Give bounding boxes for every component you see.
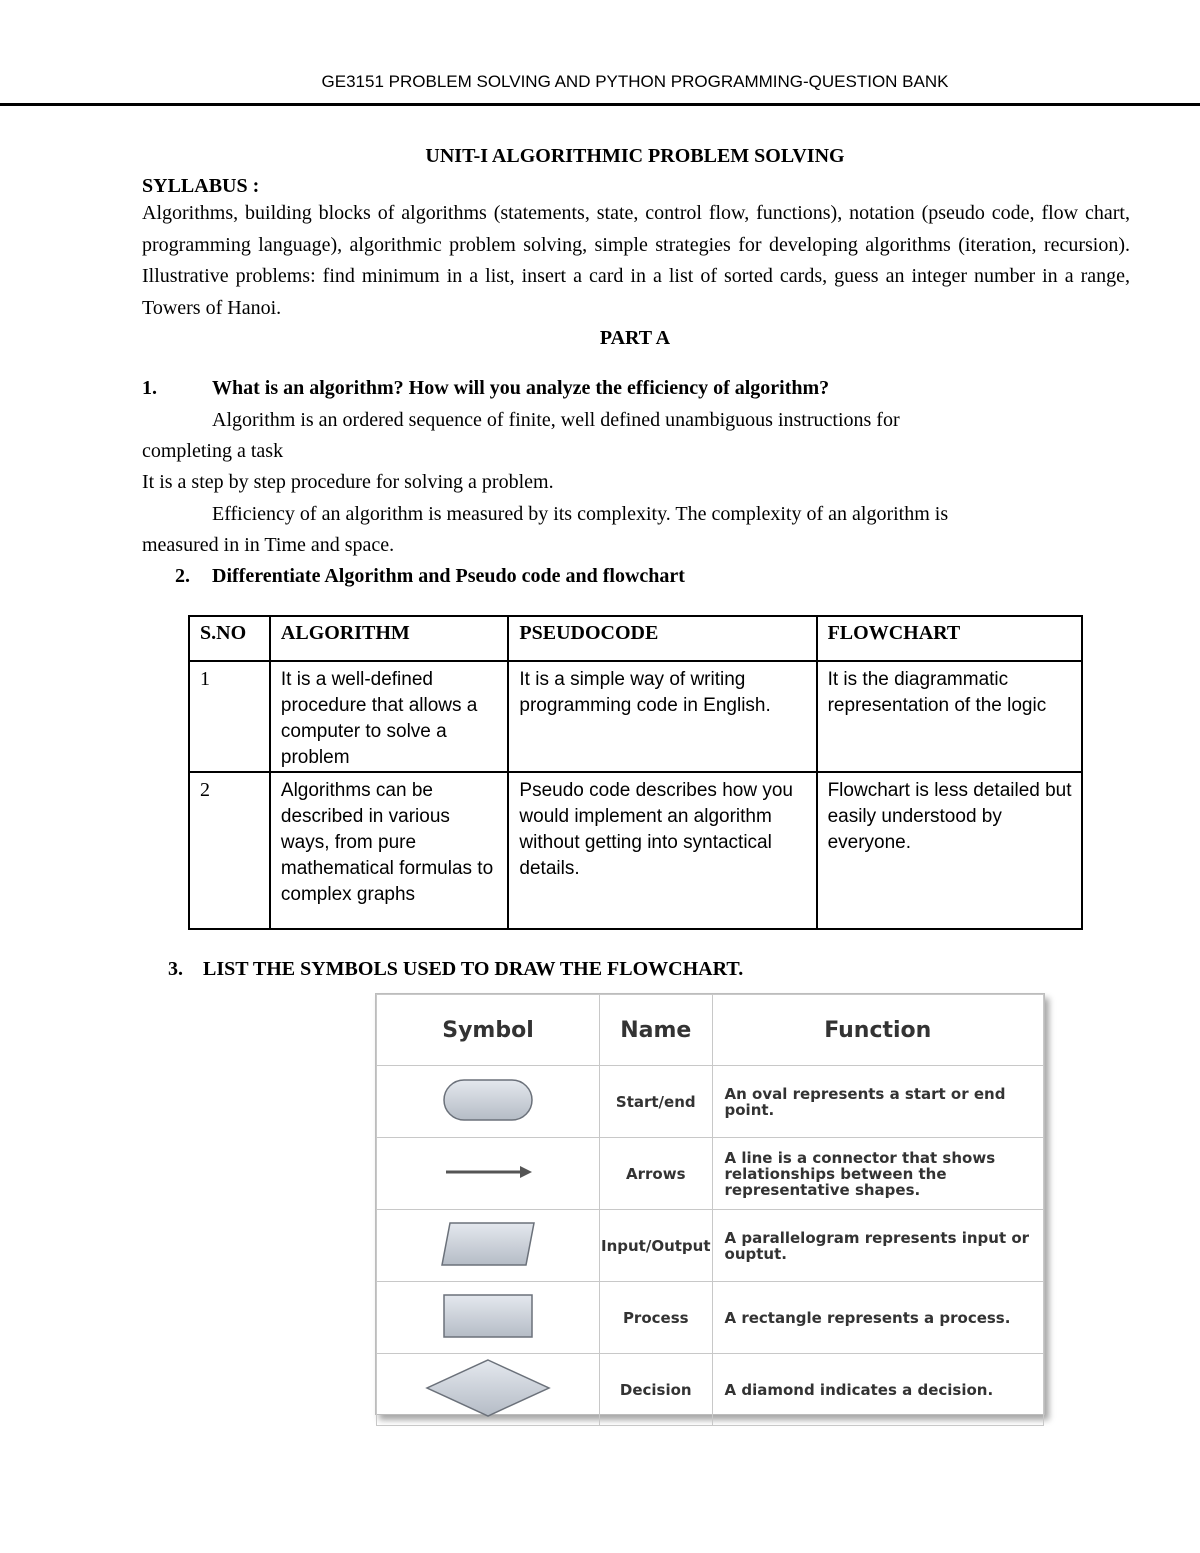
symbol-name: Start/end	[600, 1066, 713, 1138]
oval-symbol-icon	[377, 1066, 600, 1138]
answer-1-line-5: measured in in Time and space.	[142, 534, 395, 556]
cell-pseudocode: It is a simple way of writing programming code in English.	[508, 661, 816, 772]
question-3-number: 3.	[168, 958, 183, 980]
symbol-name: Decision	[600, 1354, 713, 1426]
answer-1-line-2: completing a task	[142, 440, 284, 462]
diamond-symbol-icon	[377, 1354, 600, 1426]
arrow-symbol-icon	[377, 1138, 600, 1210]
symbol-row	[377, 1210, 1044, 1282]
header-algorithm: ALGORITHM	[270, 616, 509, 661]
symbol-name: Arrows	[600, 1138, 713, 1210]
cell-algorithm: It is a well-defined procedure that allows a computer to solve a problem	[270, 661, 509, 772]
table-row	[189, 661, 1082, 772]
parallelogram-symbol-icon	[377, 1210, 600, 1282]
header-sno: S.NO	[189, 616, 270, 661]
header-pseudocode: PSEUDOCODE	[508, 616, 816, 661]
question-1-number: 1.	[142, 377, 157, 399]
page-header: GE3151 PROBLEM SOLVING AND PYTHON PROGRAMMING-QUESTION BANK	[321, 72, 949, 91]
question-1-text: What is an algorithm? How will you analyze the efficiency of algorithm?	[212, 377, 830, 399]
question-2-number: 2.	[175, 565, 190, 587]
cell-sno: 2	[189, 772, 270, 929]
unit-title: UNIT-I ALGORITHMIC PROBLEM SOLVING	[425, 145, 845, 167]
answer-1-line-4: Efficiency of an algorithm is measured by its complexity. The complexity of an algorithm is	[212, 503, 949, 525]
symbol-name: Process	[600, 1282, 713, 1354]
symbol-function: A diamond indicates a decision.	[712, 1354, 1043, 1426]
rectangle-symbol-icon	[377, 1282, 600, 1354]
part-heading: PART A	[599, 327, 671, 349]
symbol-name: Input/Output	[600, 1210, 713, 1282]
syllabus-heading: SYLLABUS :	[142, 175, 260, 197]
symbols-table	[376, 994, 1044, 1426]
symbol-row	[377, 1354, 1044, 1426]
comparison-table	[188, 615, 1083, 930]
header-name: Name	[600, 995, 713, 1066]
symbol-function: An oval represents a start or end point.	[712, 1066, 1043, 1138]
symbol-function: A line is a connector that shows relationships between the representative shapes.	[712, 1138, 1043, 1210]
question-2-text: Differentiate Algorithm and Pseudo code and flowchart	[212, 565, 685, 587]
symbols-header-row	[377, 995, 1044, 1066]
comparison-header-row	[189, 616, 1082, 661]
header-symbol: Symbol	[377, 995, 600, 1066]
answer-1-line-3: It is a step by step procedure for solving a problem.	[142, 471, 554, 493]
symbol-row	[377, 1282, 1044, 1354]
answer-1-line-1: Algorithm is an ordered sequence of finite, well defined unambiguous instructions for	[212, 409, 900, 431]
header-function: Function	[712, 995, 1043, 1066]
question-3-text: LIST THE SYMBOLS USED TO DRAW THE FLOWCHART.	[203, 958, 744, 980]
syllabus-body: Algorithms, building blocks of algorithms (statements, state, control flow, functions), notation (pseudo code, flow chart, programming language), algorithmic problem solving, simple strategies for developing algorithms (iteration, recursion). Illustrative problems: find minimum in a list, insert a card in a list of sorted cards, guess an integer number in a range, Towers of Hanoi.	[142, 202, 1130, 319]
cell-flowchart: Flowchart is less detailed but easily understood by everyone.	[817, 772, 1082, 929]
cell-sno: 1	[189, 661, 270, 772]
cell-flowchart: It is the diagrammatic representation of the logic	[817, 661, 1082, 772]
symbol-function: A parallelogram represents input or ouptut.	[712, 1210, 1043, 1282]
flowchart-symbols-figure	[375, 993, 1045, 1415]
header-flowchart: FLOWCHART	[817, 616, 1082, 661]
symbol-row	[377, 1066, 1044, 1138]
symbol-row	[377, 1138, 1044, 1210]
symbol-function: A rectangle represents a process.	[712, 1282, 1043, 1354]
cell-algorithm: Algorithms can be described in various ways, from pure mathematical formulas to complex graphs	[270, 772, 509, 929]
header-rule	[0, 103, 1200, 106]
cell-pseudocode: Pseudo code describes how you would implement an algorithm without getting into syntactical details.	[508, 772, 816, 929]
table-row	[189, 772, 1082, 929]
